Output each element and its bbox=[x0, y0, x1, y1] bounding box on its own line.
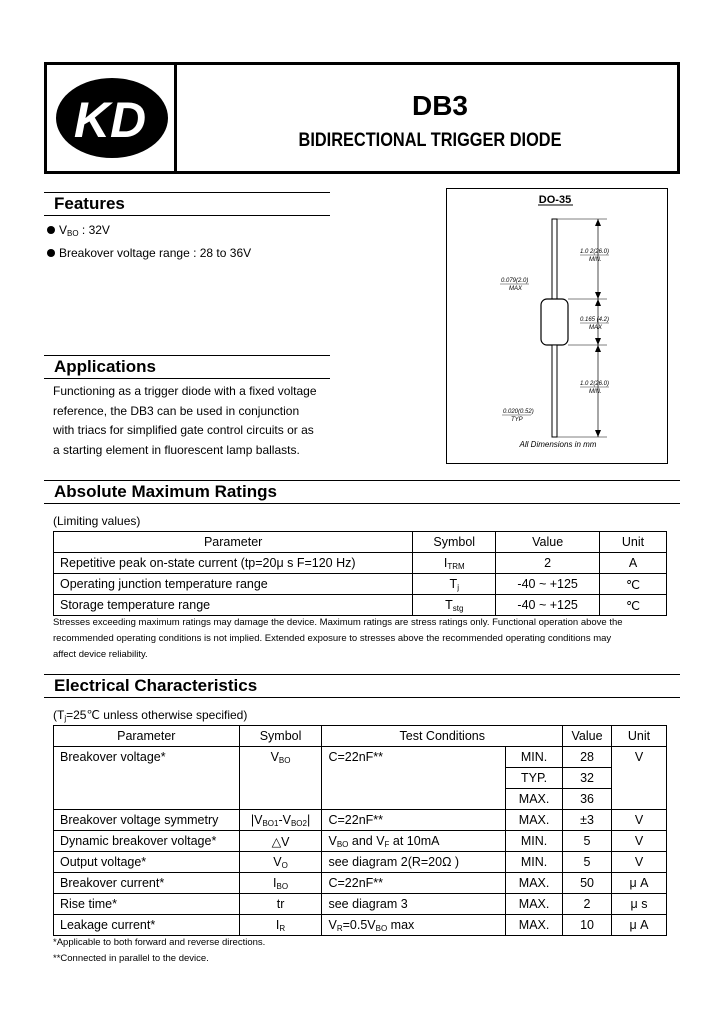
col-header: Symbol bbox=[413, 532, 496, 553]
elec-caption: ($T_j=25℃$ unless otherwise specified) bbox=[53, 708, 248, 723]
elec-table bbox=[53, 725, 667, 936]
limit-cell: MAX. bbox=[506, 873, 563, 894]
value-cell: 5 bbox=[563, 852, 612, 873]
param-cell: Dynamic breakover voltage* bbox=[54, 831, 240, 852]
condition-cell: see diagram 2(R=20Ω ) bbox=[322, 852, 506, 873]
col-header: Test Conditions bbox=[322, 726, 563, 747]
symbol-cell: $T_j$ bbox=[413, 574, 496, 595]
unit-cell: V bbox=[612, 810, 667, 831]
footnote-line: **Connected in parallel to the device. bbox=[53, 953, 209, 964]
unit-cell: A bbox=[600, 553, 667, 574]
limit-cell: MAX. bbox=[506, 789, 563, 810]
value-cell: 2 bbox=[496, 553, 600, 574]
value-cell: 36 bbox=[563, 789, 612, 810]
table-row bbox=[54, 574, 667, 595]
symbol-cell: $T_{stg}$ bbox=[413, 595, 496, 616]
table-row bbox=[54, 553, 667, 574]
param-cell: Storage temperature range bbox=[54, 595, 413, 616]
value-cell: -40 ~ +125 bbox=[496, 574, 600, 595]
dim-lead-bottom: 1.0 2(26.0) bbox=[580, 381, 610, 387]
param-cell: Breakover voltage* bbox=[54, 747, 240, 810]
param-cell: Operating junction temperature range bbox=[54, 574, 413, 595]
elec-footnotes bbox=[53, 935, 265, 967]
unit-cell: V bbox=[612, 852, 667, 873]
note-line: recommended operating conditions is not implied. Extended exposure to stresses above the recommended operating conditions may bbox=[53, 633, 612, 644]
table-row bbox=[54, 831, 667, 852]
value-cell: 50 bbox=[563, 873, 612, 894]
dim-lead-dia-note: TYP bbox=[511, 417, 523, 423]
unit-cell: V bbox=[612, 747, 667, 810]
logo-text: KD bbox=[73, 92, 147, 148]
unit-cell: μ s bbox=[612, 894, 667, 915]
col-header: Parameter bbox=[54, 726, 240, 747]
table-row bbox=[54, 894, 667, 915]
dim-lead-dia: 0.020(0.52) bbox=[503, 409, 534, 415]
applications-line: a starting element in fluorescent lamp ballasts. bbox=[53, 442, 300, 457]
value-cell: 5 bbox=[563, 831, 612, 852]
condition-cell: C=22nF** bbox=[322, 810, 506, 831]
col-header: Parameter bbox=[54, 532, 413, 553]
note-line: Stresses exceeding maximum ratings may damage the device. Maximum ratings are stress ratings only. Functional operation above the bbox=[53, 617, 623, 628]
param-cell: Output voltage* bbox=[54, 852, 240, 873]
value-cell: -40 ~ +125 bbox=[496, 595, 600, 616]
abs-max-caption: (Limiting values) bbox=[53, 514, 141, 528]
footnote-line: *Applicable to both forward and reverse directions. bbox=[53, 937, 266, 948]
limit-cell: MAX. bbox=[506, 915, 563, 936]
limit-cell: MAX. bbox=[506, 810, 563, 831]
dim-body-len-note: MAX bbox=[589, 325, 603, 331]
symbol-cell: $V_O$ bbox=[239, 852, 322, 873]
unit-cell: ℃ bbox=[600, 574, 667, 595]
note-line: affect device reliability. bbox=[53, 649, 148, 660]
param-cell: Repetitive peak on-state current (tp=20μ s F=120 Hz) bbox=[54, 553, 413, 574]
table-row bbox=[54, 810, 667, 831]
bullet-icon bbox=[47, 226, 55, 234]
param-cell: Breakover voltage symmetry bbox=[54, 810, 240, 831]
applications-line: reference, the DB3 can be used in conjunction bbox=[53, 403, 300, 418]
abs-max-table bbox=[53, 531, 667, 616]
package-name: DO-35 bbox=[538, 194, 572, 206]
bullet-icon bbox=[47, 249, 55, 257]
symbol-cell: △V bbox=[239, 831, 322, 852]
symbol-cell: $|V_{BO1}-V_{BO2}|$ bbox=[239, 810, 322, 831]
package-drawing-box bbox=[446, 188, 668, 464]
limit-cell: TYP. bbox=[506, 768, 563, 789]
table-row bbox=[54, 595, 667, 616]
table-header-row bbox=[54, 532, 667, 553]
symbol-cell: $I_R$ bbox=[239, 915, 322, 936]
do35-diagram bbox=[447, 189, 667, 463]
col-header: Value bbox=[496, 532, 600, 553]
condition-cell: C=22nF** bbox=[322, 873, 506, 894]
applications-heading: Applications bbox=[44, 355, 330, 379]
applications-line: Functioning as a trigger diode with a fixed voltage bbox=[53, 384, 317, 398]
dim-lead-top: 1.0 2(26.0) bbox=[580, 249, 610, 255]
lead-top bbox=[552, 219, 557, 299]
lead-bottom bbox=[552, 345, 557, 437]
dim-body-dia: 0.079(2.0) bbox=[501, 278, 529, 284]
table-row bbox=[54, 747, 667, 768]
value-cell: 32 bbox=[563, 768, 612, 789]
symbol-cell: $I_{TRM}$ bbox=[413, 553, 496, 574]
dim-body-dia-note: MAX bbox=[509, 286, 523, 292]
page-title: DB3 bbox=[411, 90, 468, 121]
dim-lead-top-note: MIN. bbox=[589, 257, 602, 263]
condition-cell: see diagram 3 bbox=[322, 894, 506, 915]
feature-vbo: $V_{BO}$ : 32V bbox=[47, 220, 110, 240]
applications-text bbox=[53, 382, 333, 460]
unit-cell: μ A bbox=[612, 915, 667, 936]
unit-cell: ℃ bbox=[600, 595, 667, 616]
limit-cell: MAX. bbox=[506, 894, 563, 915]
symbol-cell: $I_{BO}$ bbox=[239, 873, 322, 894]
dim-body-len: 0.165 (4.2) bbox=[580, 317, 610, 323]
symbol-cell: tr bbox=[239, 894, 322, 915]
limit-cell: MIN. bbox=[506, 831, 563, 852]
kd-logo bbox=[47, 65, 177, 171]
param-cell: Leakage current* bbox=[54, 915, 240, 936]
elec-heading: Electrical Characteristics bbox=[44, 674, 680, 698]
limit-cell: MIN. bbox=[506, 852, 563, 873]
dim-lead-bottom-note: MIN. bbox=[589, 389, 602, 395]
col-header: Value bbox=[563, 726, 612, 747]
unit-cell: V bbox=[612, 831, 667, 852]
value-cell: 10 bbox=[563, 915, 612, 936]
col-header: Unit bbox=[612, 726, 667, 747]
table-row bbox=[54, 873, 667, 894]
diode-body bbox=[541, 299, 568, 345]
condition-cell: $V_{BO}$ and $V_F$ at 10mA bbox=[322, 831, 506, 852]
abs-max-notes bbox=[53, 615, 671, 663]
condition-cell: C=22nF** bbox=[322, 747, 506, 810]
table-header-row bbox=[54, 726, 667, 747]
param-cell: Breakover current* bbox=[54, 873, 240, 894]
logo-box bbox=[47, 65, 177, 171]
features-heading: Features bbox=[44, 192, 330, 216]
col-header: Unit bbox=[600, 532, 667, 553]
page-subtitle: BIDIRECTIONAL TRIGGER DIODE bbox=[298, 130, 562, 151]
abs-max-heading: Absolute Maximum Ratings bbox=[44, 480, 680, 504]
table-row bbox=[54, 915, 667, 936]
units-note: All Dimensions in mm bbox=[519, 440, 597, 449]
limit-cell: MIN. bbox=[506, 747, 563, 768]
value-cell: ±3 bbox=[563, 810, 612, 831]
feature-breakover-range: Breakover voltage range : 28 to 36V bbox=[47, 243, 251, 263]
value-cell: 2 bbox=[563, 894, 612, 915]
value-cell: 28 bbox=[563, 747, 612, 768]
param-cell: Rise time* bbox=[54, 894, 240, 915]
col-header: Symbol bbox=[239, 726, 322, 747]
condition-cell: $V_R=0.5V_{BO}$ max bbox=[322, 915, 506, 936]
table-row bbox=[54, 852, 667, 873]
unit-cell: μ A bbox=[612, 873, 667, 894]
symbol-cell: $V_{BO}$ bbox=[239, 747, 322, 810]
applications-line: with triacs for simplified gate control circuits or as bbox=[53, 423, 314, 437]
